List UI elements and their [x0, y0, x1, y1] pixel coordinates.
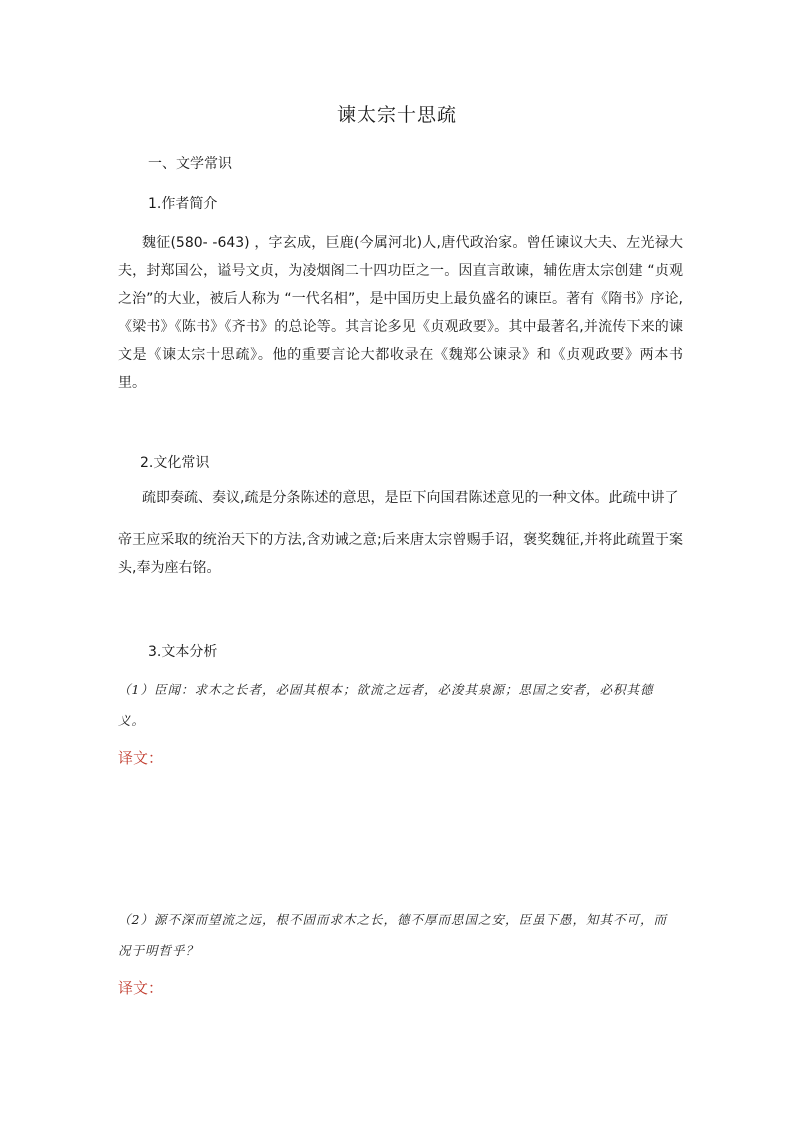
author-intro-paragraph	[118, 229, 683, 397]
classical-passage-2: （2）源不深而望流之远，根不固而求木之长，德不厚而思国之安，臣虽下愚，知其不可，而况于明哲乎？	[118, 912, 667, 958]
cultural-knowledge-line-2: 帝王应采取的统治天下的方法,含劝诫之意;后来唐太宗曾赐手诏，褒奖魏征,并将此疏置于案头,奉为座右铭。	[118, 532, 683, 576]
translation-label-1: 译文：	[118, 749, 164, 767]
section-heading-literary-knowledge: 一、文学常识	[148, 156, 232, 172]
translation-label-2: 译文：	[118, 979, 164, 997]
subheading-text-analysis: 3.文本分析	[148, 644, 218, 660]
cultural-knowledge-line-1: 疏即奏疏、奏议,疏是分条陈述的意思，是臣下向国君陈述意见的一种文体。此疏中讲了	[142, 490, 679, 506]
classical-passage-1: （1）臣闻：求木之长者，必固其根本；欲流之远者，必浚其泉源；思国之安者，必积其德义。	[118, 682, 654, 728]
subheading-cultural-knowledge: 2.文化常识	[140, 455, 210, 471]
author-intro-text: 魏征(580- -643) ，字玄成，巨鹿(今属河北)人,唐代政治家。曾任谏议大夫、左光禄大夫，封郑国公，谥号文贞，为凌烟阁二十四功臣之一。因直言敢谏，辅佐唐太宗创建 “贞观之治”的大业，被后人称为 “一代名相”，是中国历史上最负盛名的谏臣。著有《隋书》序论,《梁书》《陈书》《齐书》的总论等。其言论多见《贞观政要》。其中最著名,并流传下来的谏文是《谏太宗十思疏》。他的重要言论大都收录在《魏郑公谏录》和《贞观政要》两本书里。	[118, 235, 683, 391]
subheading-author-intro: 1.作者简介	[148, 196, 218, 212]
page-title: 谏太宗十思疏	[336, 104, 457, 126]
